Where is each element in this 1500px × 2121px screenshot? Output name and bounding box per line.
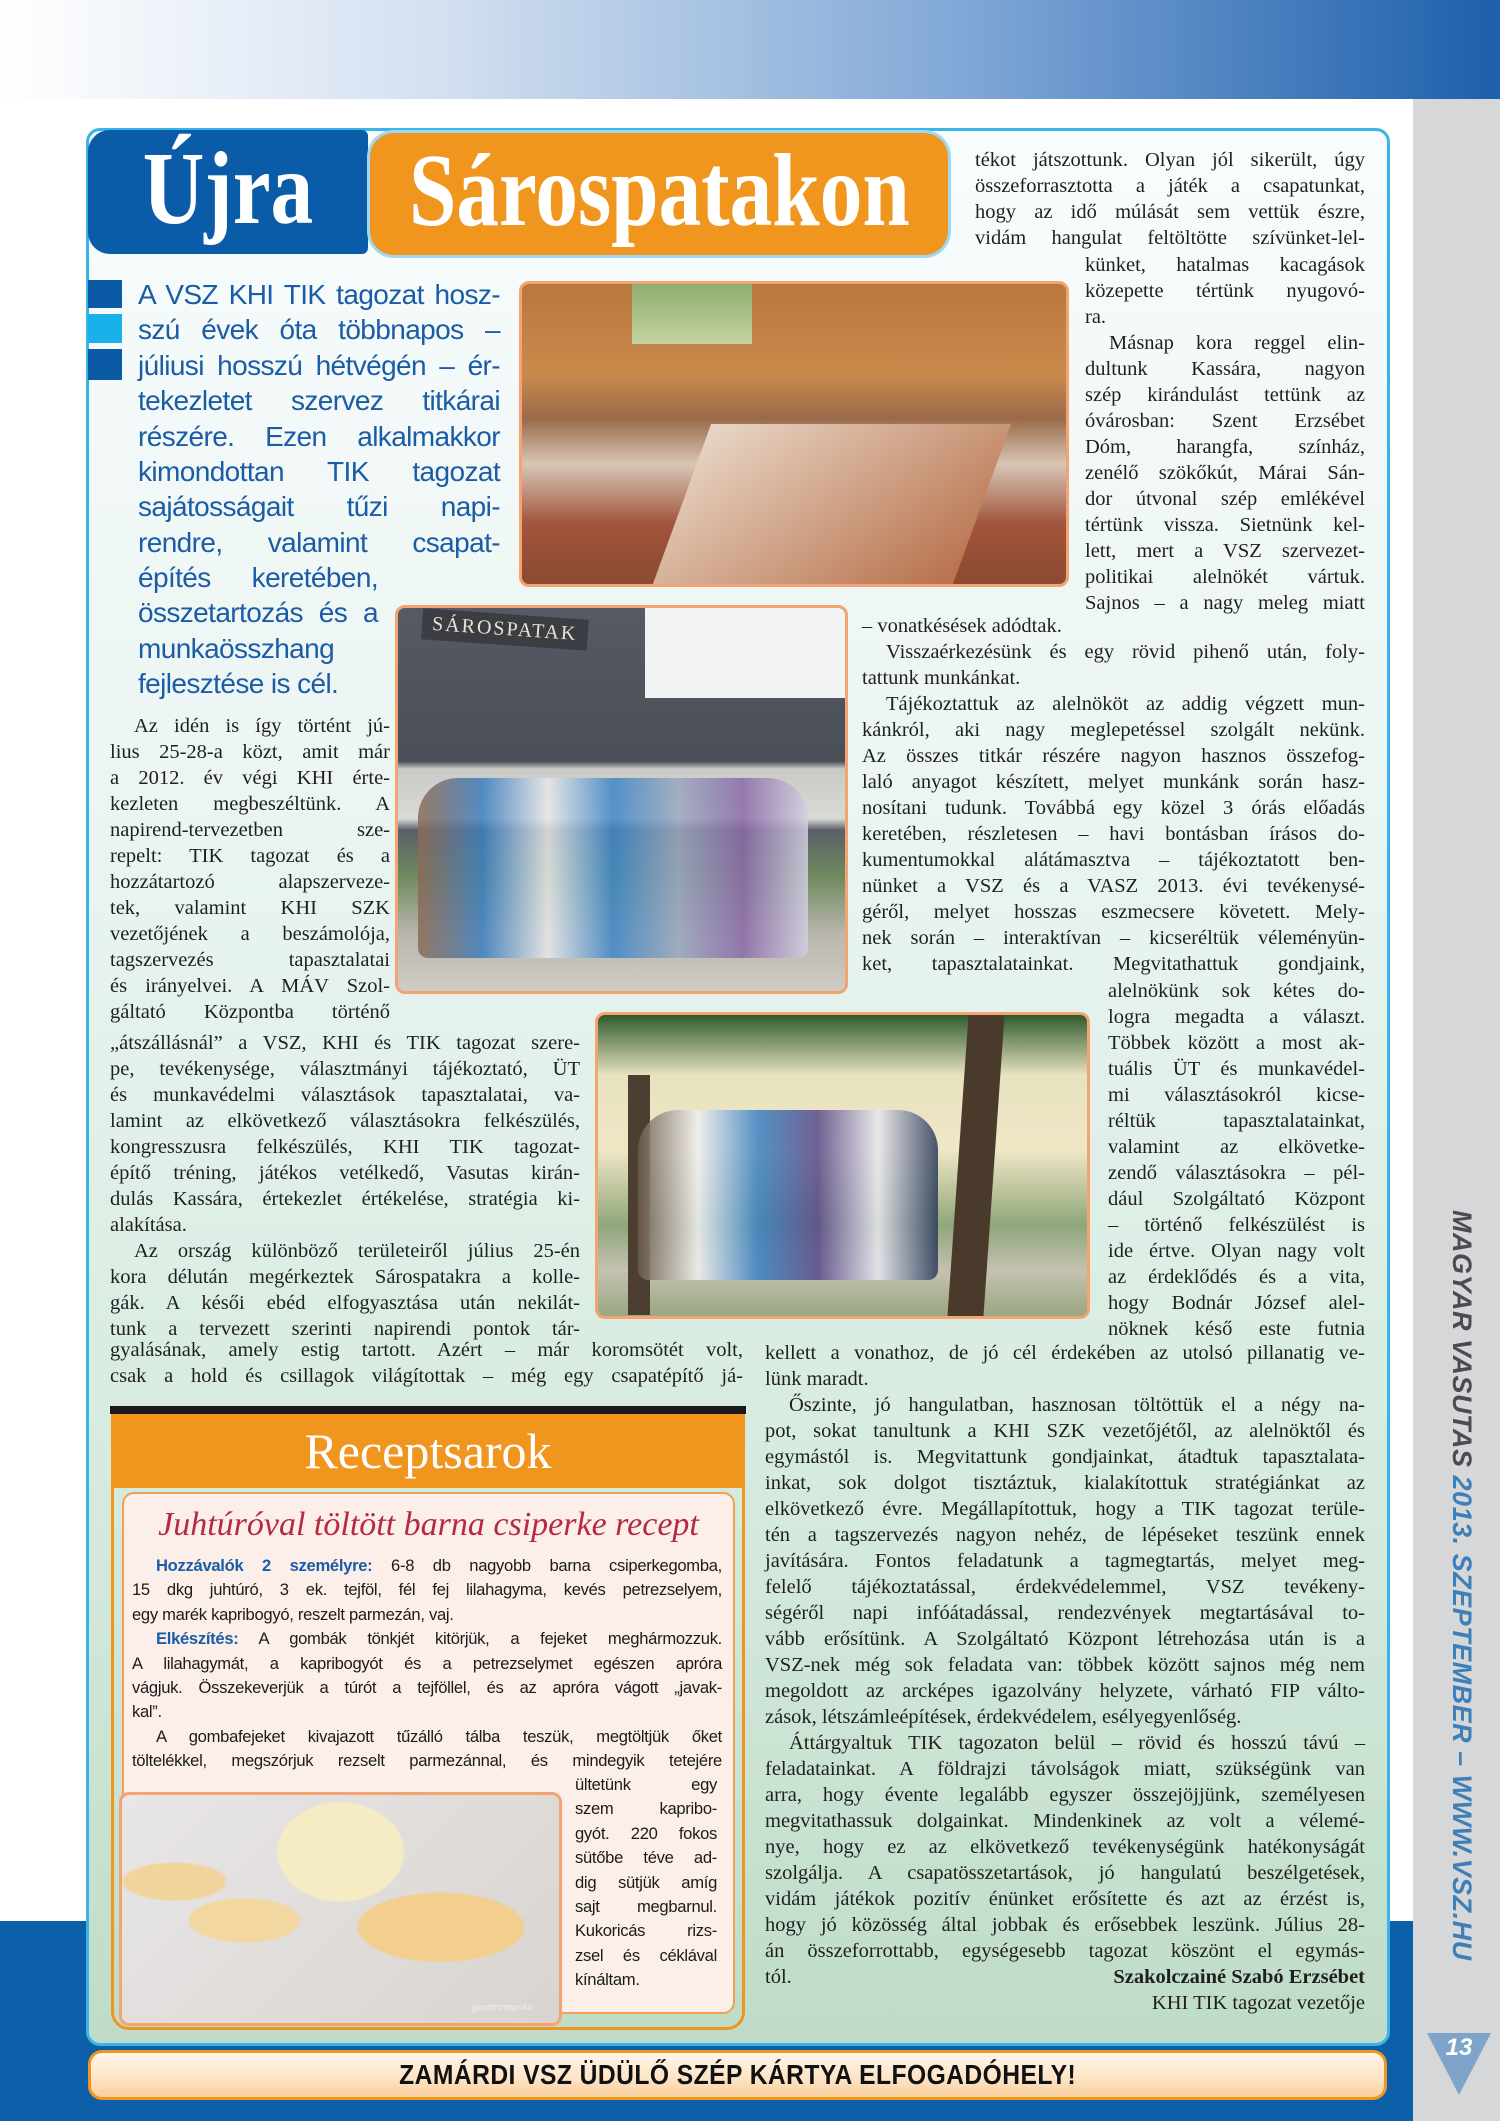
text-line: lünk maradt. bbox=[765, 1368, 869, 1390]
article-text-right-1 bbox=[975, 147, 1365, 251]
lead-paragraph bbox=[138, 277, 500, 560]
text-line: és irányelvei. A MÁV Szol- bbox=[110, 975, 390, 997]
text-line: dor útvonal szép emlékével bbox=[1085, 488, 1365, 510]
text-line: egy marék kapribogyó, reszelt parmezán, vaj. bbox=[132, 1604, 454, 1624]
photo-group-trees bbox=[595, 1012, 1090, 1319]
text-line: sajátosságait tűzi napi- bbox=[138, 491, 500, 523]
decor-square-icon bbox=[88, 314, 122, 343]
text-line: Tájékoztattuk az alelnököt az addig végzett mun- bbox=[886, 693, 1365, 715]
text-line: közepette tértünk nyugovó- bbox=[1085, 280, 1365, 302]
text-line: júliusi hosszú hétvégén – ér- bbox=[138, 349, 500, 381]
text-line: és munkavédelmi választások tapasztalatai, va- bbox=[110, 1084, 580, 1106]
text-line: kellett a vonathoz, de jó cél érdekében az utolsó pillanatig ve- bbox=[765, 1342, 1365, 1364]
line-text: 6-8 db nagyobb barna csiperkegomba, bbox=[372, 1556, 722, 1575]
text-line: megoldott az arcképes igazolvány helyzete, várható FIP válto- bbox=[765, 1680, 1365, 1702]
text-line: zsel és céklával bbox=[575, 1945, 717, 1965]
text-line: tekezletet szervez titkárai bbox=[138, 385, 500, 417]
recipe-text-narrow bbox=[575, 1773, 717, 1993]
text-line: keretében, részletesen – havi bontásban írásos do- bbox=[862, 823, 1365, 845]
text-line: a 2012. év végi KHI érte- bbox=[110, 767, 390, 789]
lead-in-label: Hozzávalók 2 személyre: bbox=[156, 1556, 373, 1575]
text-line: – történő felkészülést is bbox=[1108, 1214, 1365, 1236]
text-line: Áttárgyaltuk TIK tagozaton belül – rövid és hosszú távú – bbox=[789, 1732, 1365, 1754]
publication-issue: 2013. SZEPTEMBER – WWW.VSZ.HU bbox=[1447, 1475, 1477, 1961]
text-line: hogy jó közösség által jobbak és erősebbek leszünk. Július 28- bbox=[765, 1914, 1365, 1936]
text-line: szem kapribo- bbox=[575, 1799, 717, 1819]
text-line: tattunk munkánkat. bbox=[862, 667, 1021, 689]
text-line: vezetőjének a beszámolója, bbox=[110, 923, 390, 945]
text-line: ket, tapasztalatainkat. Megvitathattuk gondjaink, bbox=[862, 953, 1365, 975]
text-line: nünket a VSZ és a VASZ 2013. évi tevékenysé- bbox=[862, 875, 1365, 897]
text-line: Visszaérkezésünk és egy rövid pihenő után, foly- bbox=[886, 641, 1365, 663]
text-line: kora délután megérkeztek Sárospatakra a kolle- bbox=[110, 1266, 580, 1288]
text-line: réltük tapasztalatainkat, bbox=[1108, 1110, 1365, 1132]
text-line: Az összes titkár részére nagyon hasznos összefog- bbox=[862, 745, 1365, 767]
decor-square-icon bbox=[88, 349, 122, 380]
text-line: Az ország különböző területeiről július 25-én bbox=[134, 1240, 580, 1262]
text-line: dulás Kassára, értekezlet értékelése, stratégia ki- bbox=[110, 1188, 580, 1210]
text-line: A gombafejeket kivajazott tűzálló tálba teszük, megtöltjük őket bbox=[156, 1726, 722, 1746]
text-line: ségéről napi infóátadással, rendezvények megtartásával to- bbox=[765, 1602, 1365, 1624]
text-line: lius 25-28-a közt, amit már bbox=[110, 741, 390, 763]
text-line: logra megadta a választ. bbox=[1108, 1006, 1365, 1028]
text-line: zendő választásokra – pél- bbox=[1108, 1162, 1365, 1184]
text-line: kánkról, aki nagy meglepetéssel szolgált nekünk. bbox=[862, 719, 1365, 741]
page-number: 13 bbox=[1445, 2034, 1473, 2061]
text-line: künket, hatalmas kacagások bbox=[1085, 254, 1365, 276]
text-line: nek során – interaktívan – kicseréltük véleményün- bbox=[862, 927, 1365, 949]
text-line: rendre, valamint csapat- bbox=[138, 526, 500, 558]
text-line: nosítani tudunk. Továbbá egy közel 3 órás előadás bbox=[862, 797, 1365, 819]
photo-table bbox=[653, 424, 1011, 584]
text-line: javítására. Fontos feladatunk a tagmegtartás, melyet meg- bbox=[765, 1550, 1365, 1572]
article-text-right-4 bbox=[1108, 978, 1365, 1342]
text-line: hogy Bodnár József alel- bbox=[1108, 1292, 1365, 1314]
text-line: kumentumokkal alátámasztva – tájékoztatott ben- bbox=[862, 849, 1365, 871]
text-line: Kukoricás rizs- bbox=[575, 1921, 717, 1941]
text-line: tértünk vissza. Sietnünk kel- bbox=[1085, 514, 1365, 536]
photo-meeting-table bbox=[519, 281, 1069, 587]
text-line: napirend-tervezetben sze- bbox=[110, 819, 390, 841]
text-line: kongresszusra felkészülés, KHI TIK tagozat- bbox=[110, 1136, 580, 1158]
photo-window bbox=[632, 284, 752, 344]
text-line: hogy az idő múlását sem vettük észre, bbox=[975, 201, 1365, 223]
recipe-section-title: Receptsarok bbox=[304, 1423, 552, 1479]
recipe-top-rule bbox=[110, 1406, 746, 1414]
photo-tree bbox=[947, 1015, 1004, 1316]
text-line: óvárosban: Szent Erzsébet bbox=[1085, 410, 1365, 432]
text-line: tek, valamint KHI SZK bbox=[110, 897, 390, 919]
text-line: csak a hold és csillagok világítottak – még egy csapatépítő já- bbox=[110, 1365, 743, 1387]
text-line: pot, sokat tanultunk a KHI SZK vezetőjétől, az alelnöktől és bbox=[765, 1420, 1365, 1442]
text-line: gyalásának, amely estig tartott. Azért – már koromsötét volt, bbox=[110, 1339, 743, 1361]
text-line: A lilahagymát, a kapribogyót és a petrezselymet egészen apróra bbox=[132, 1653, 722, 1673]
text-line: sütőbe téve ad- bbox=[575, 1848, 717, 1868]
text-line: 15 dkg juhtúró, 3 ek. tejföl, fél fej lilahagyma, kevés petrezselyem, bbox=[132, 1580, 722, 1600]
text-line: az érdeklődés és a vita, bbox=[1108, 1266, 1365, 1288]
text-line: Az idén is így történt jú- bbox=[134, 715, 390, 737]
text-line: gák. A késői ebéd elfogyasztása után nekilát- bbox=[110, 1292, 580, 1314]
text-line: án összeforrottabb, egységesebb tagozat köszönt el egymás- bbox=[765, 1940, 1365, 1962]
text-line: arra, hogy évente legalább egyszer összejöjjünk, személyesen bbox=[765, 1784, 1365, 1806]
article-text-right-2 bbox=[1085, 252, 1365, 616]
text-line: megvitathassuk dolgainkat. Mindenkinek az volt a vélemé- bbox=[765, 1810, 1365, 1832]
author-role: KHI TIK tagozat vezetője bbox=[1151, 1992, 1365, 2014]
text-line: kezleten megbeszéltünk. A bbox=[110, 793, 390, 815]
text-line: tól. bbox=[765, 1966, 792, 1988]
text-line: repelt: TIK tagozat és a bbox=[110, 845, 390, 867]
text-line: géről, melyet hosszas eszmecsere követett. Mely- bbox=[862, 901, 1365, 923]
text-line: VSZ-nek még sok feladata van: többek között sajnos még nem bbox=[765, 1654, 1365, 1676]
text-line: mi választásokról kicse- bbox=[1108, 1084, 1365, 1106]
text-line: összeforrasztotta a játék a csapatunkat, bbox=[975, 175, 1365, 197]
article-text-left-2 bbox=[110, 1030, 580, 1342]
line-text: A gombák tönkjét kitörjük, a fejeket meghármozzuk. bbox=[238, 1629, 722, 1649]
text-line: nöknek késő este futnia bbox=[1108, 1318, 1365, 1340]
text-line bbox=[132, 1627, 722, 1651]
text-line: fejlesztése is cél. bbox=[138, 668, 339, 700]
text-line: vágjuk. Összekeverjük a túrót a tejföllel, és az apróra vágott „javak- bbox=[132, 1678, 722, 1698]
text-line: Másnap kora reggel elin- bbox=[1109, 332, 1365, 354]
text-line: felelő tájékoztatással, érdekvédelemmel, VSZ tevékeny- bbox=[765, 1576, 1365, 1598]
text-line: tunk a tervezett szerinti napirendi pontok tár- bbox=[110, 1318, 580, 1340]
photo-watermark: gasztromanko bbox=[471, 2001, 533, 2013]
text-line: Többek között a most ak- bbox=[1108, 1032, 1365, 1054]
text-line: ide értve. Olyan nagy volt bbox=[1108, 1240, 1365, 1262]
text-line: szolgálja. A csapatösszetartások, jó hangulatú beszélgetések, bbox=[765, 1862, 1365, 1884]
text-line: hozzátartozó alapszerveze- bbox=[110, 871, 390, 893]
photo-stuffed-mushrooms bbox=[119, 1792, 562, 2026]
text-line: Dóm, harangfa, színház, bbox=[1085, 436, 1365, 458]
text-line: zások, létszámleépítések, érdekvédelem, esélyegyenlőség. bbox=[765, 1706, 1242, 1728]
lead-paragraph-end bbox=[138, 560, 378, 702]
text-line: dául Szolgáltató Központ bbox=[1108, 1188, 1365, 1210]
station-sign: SÁROSPATAK bbox=[421, 608, 588, 650]
text-line: Őszinte, jó hangulatban, hasznosan töltöttük el a négy na- bbox=[789, 1394, 1365, 1416]
text-line: építő tréning, játékos vetélkedő, Vasutas kirán- bbox=[110, 1162, 580, 1184]
text-line: vább erősítünk. A Szolgáltató Központ létrehozása után is a bbox=[765, 1628, 1365, 1650]
decor-square-icon bbox=[88, 280, 122, 308]
text-line: dultunk Kassára, nagyon bbox=[1085, 358, 1365, 380]
text-line: tén a tagszervezés nagyon nehéz, de lépéseket teszünk ennek bbox=[765, 1524, 1365, 1546]
text-line: elkövetkező évre. Megállapítottuk, hogy a TIK tagozat terüle- bbox=[765, 1498, 1365, 1520]
text-line: kal”. bbox=[132, 1702, 162, 1722]
text-line: tékot játszottunk. Olyan jól sikerült, úgy bbox=[975, 149, 1365, 171]
text-line: sajt megbarnul. bbox=[575, 1897, 717, 1917]
text-line: Sajnos – a nagy meleg miatt bbox=[1085, 592, 1365, 614]
title-box-blue bbox=[88, 130, 368, 254]
photo-people bbox=[418, 778, 808, 958]
article-text-left-3 bbox=[110, 1337, 743, 1389]
text-line: szép kirándulást tettünk az bbox=[1085, 384, 1365, 406]
text-line bbox=[132, 1554, 722, 1578]
article-text-left-1 bbox=[110, 713, 390, 1025]
header-gradient-band bbox=[0, 0, 1500, 99]
recipe-header bbox=[111, 1414, 745, 1488]
text-line: lett, mert a VSZ szervezet- bbox=[1085, 540, 1365, 562]
text-line: gyót. 220 fokos bbox=[575, 1823, 717, 1843]
text-line: zenélő szökőkút, Márai Sán- bbox=[1085, 462, 1365, 484]
text-line: szú évek óta többnapos – bbox=[138, 314, 500, 346]
title-part-2: Sárospatakon bbox=[408, 132, 910, 248]
text-line: részére. Ezen alkalmakkor bbox=[138, 420, 500, 452]
recipe-text bbox=[132, 1554, 722, 1774]
lead-in-label: Elkészítés: bbox=[156, 1629, 239, 1649]
text-line: munkaösszhang bbox=[138, 632, 335, 664]
text-line: feladatainkat. A földrajzi távolságok miatt, szükségünk van bbox=[765, 1758, 1365, 1780]
footer-banner bbox=[88, 2050, 1387, 2100]
text-line: A VSZ KHI TIK tagozat hosz- bbox=[138, 279, 500, 310]
author-name: Szakolczainé Szabó Erzsébet bbox=[1113, 1966, 1365, 1988]
text-line: laló anyagot készített, melyet munkánk során hasz- bbox=[862, 771, 1365, 793]
text-line: dig sütjük amíg bbox=[575, 1872, 717, 1892]
text-line: nye, hogy ez az elkövetkező tevékenységünk hatékonyságát bbox=[765, 1836, 1365, 1858]
text-line: tuális ÜT és munkavédel- bbox=[1108, 1058, 1365, 1080]
article-text-right-3 bbox=[862, 613, 1365, 977]
photo-sky bbox=[645, 608, 845, 698]
text-line: lamint az elkövetkező választásokra felkészülés, bbox=[110, 1110, 580, 1132]
text-line: tagszervezés tapasztalatai bbox=[110, 949, 390, 971]
text-line: „átszállásnál” a VSZ, KHI és TIK tagozat szere- bbox=[110, 1032, 580, 1054]
photo-group-station bbox=[395, 605, 848, 994]
title-part-1: Újra bbox=[142, 130, 314, 246]
text-line: kimondottan TIK tagozat bbox=[138, 456, 500, 488]
text-line: egymástól is. Megvitattunk gondjainkat, átadtuk tapasztalata- bbox=[765, 1446, 1365, 1468]
footer-banner-text: ZAMÁRDI VSZ ÜDÜLŐ SZÉP KÁRTYA ELFOGADÓHELY! bbox=[399, 2059, 1076, 2090]
text-line: ültetünk egy bbox=[575, 1775, 717, 1794]
publication-name: MAGYAR VASUTAS bbox=[1447, 1210, 1477, 1468]
text-line: vidám hangulat feltöltötte szívünket-lel- bbox=[975, 227, 1365, 249]
title-box-orange bbox=[370, 133, 948, 255]
text-line: alelnökünk sok kétes do- bbox=[1108, 980, 1365, 1002]
text-line: kínáltam. bbox=[575, 1970, 640, 1990]
recipe-title: Juhtúróval töltött barna csiperke recept bbox=[158, 1506, 699, 1543]
text-line: alakítása. bbox=[110, 1214, 187, 1236]
text-line: inkat, sok dolgot tisztáztuk, kialakítottuk stratégiánkat az bbox=[765, 1472, 1365, 1494]
article-text-right-5 bbox=[765, 1340, 1365, 1990]
publication-side-label bbox=[1437, 1210, 1477, 2010]
photo-people bbox=[638, 1110, 938, 1280]
text-line: valamint az elkövetke- bbox=[1108, 1136, 1365, 1158]
text-line: – vonatkésések adódtak. bbox=[862, 615, 1062, 637]
text-line: vidám játékok pozitív énünket erősítette és azt az érzést is, bbox=[765, 1888, 1365, 1910]
text-line: ra. bbox=[1085, 306, 1107, 328]
text-line: gáltató Központba történő bbox=[110, 1001, 390, 1023]
text-line: pe, tevékenysége, választmányi tájékoztató, ÜT bbox=[110, 1058, 580, 1080]
text-line: politikai alelnökét vártuk. bbox=[1085, 566, 1365, 588]
text-line: építés keretében, bbox=[138, 562, 378, 593]
text-line: összetartozás és a bbox=[138, 597, 378, 629]
text-line: töltelékkel, megszórjuk rezselt parmezánnal, és mindegyik tetejére bbox=[132, 1751, 722, 1771]
